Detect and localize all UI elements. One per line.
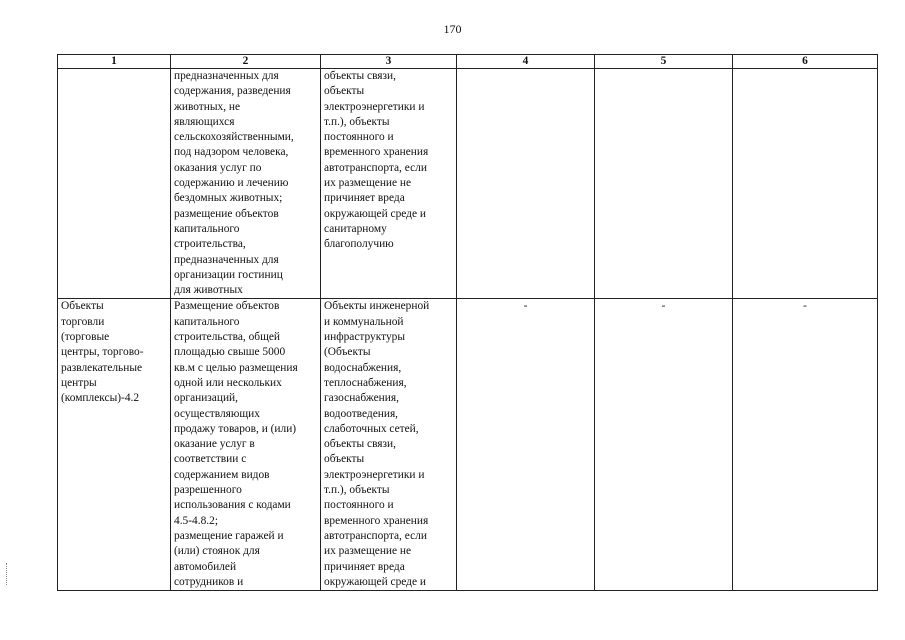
table-cell-col5: - — [595, 299, 733, 591]
land-use-table — [57, 54, 878, 591]
column-header-6: 6 — [733, 55, 878, 69]
table-row — [58, 299, 878, 591]
scan-edge-mark — [6, 563, 9, 585]
table-cell-name — [58, 69, 171, 299]
page-number: 170 — [443, 22, 462, 36]
column-header-4: 4 — [457, 55, 595, 69]
column-header-5: 5 — [595, 55, 733, 69]
table-header-row — [58, 55, 878, 69]
table-cell-name: Объекты торговли (торговые центры, торгово- развлекательные центры (комплексы)-4.2 — [58, 299, 171, 591]
table-cell-description: Размещение объектов капитального строительства, общей площадью свыше 5000 кв.м с целью размещения одной или нескольких организаций, осуществляющих продажу товаров, и (или) оказание услуг в соответствии с содержанием видов разрешенного использования с кодами 4.5-4.8.2; размещение гаражей и (или) стоянок для автомобилей сотрудников и — [171, 299, 321, 591]
column-header-2: 2 — [171, 55, 321, 69]
column-header-1: 1 — [58, 55, 171, 69]
table-cell-col4 — [457, 69, 595, 299]
table-cell-description: предназначенных для содержания, разведения животных, не являющихся сельскохозяйственными, под надзором человека, оказания услуг по содержанию и лечению бездомных животных; размещение объектов капитального строительства, предназначенных для организации гостиниц для животных — [171, 69, 321, 299]
table-cell-col6: - — [733, 299, 878, 591]
column-header-3: 3 — [321, 55, 457, 69]
table-cell-col5 — [595, 69, 733, 299]
table-cell-col6 — [733, 69, 878, 299]
table-cell-auxiliary: Объекты инженерной и коммунальной инфраструктуры (Объекты водоснабжения, теплоснабжения, газоснабжения, водоотведения, слаботочных сетей, объекты связи, объекты электроэнергетики и т.п.), объекты постоянного и временного хранения автотранспорта, если их размещение не причиняет вреда окружающей среде и — [321, 299, 457, 591]
table-cell-col4: - — [457, 299, 595, 591]
table-cell-auxiliary: объекты связи, объекты электроэнергетики и т.п.), объекты постоянного и временного хранения автотранспорта, если их размещение не причиняет вреда окружающей среде и санитарному благополучию — [321, 69, 457, 299]
table-row — [58, 69, 878, 299]
